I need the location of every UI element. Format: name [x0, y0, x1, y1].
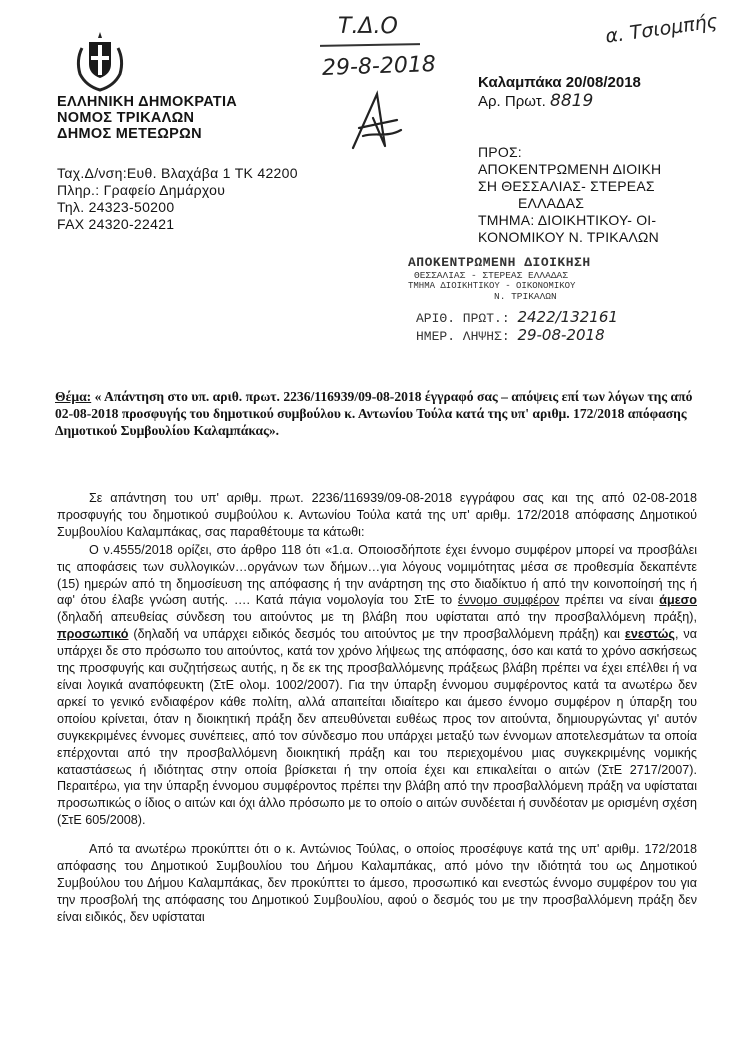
contact-info: Πληρ.: Γραφείο Δημάρχου — [57, 182, 226, 198]
handwritten-date: 29-8-2018 — [321, 52, 437, 81]
contact-details — [57, 165, 298, 233]
body-paragraph-1: Σε απάντηση του υπ' αριθμ. πρωτ. 2236/116939/09-08-2018 εγγράφου σας και της από 02-08-2018 προσφυγής του δημοτικού συμβούλου κ. Αντωνίου Τούλα κατά της υπ' αριθμ. 172/2018 απόφασης Δημοτικού Συμβουλίου Καλαμπάκας, σας παραθέτουμε τα κάτωθι: — [57, 491, 697, 539]
protocol-number: 8819 — [550, 91, 594, 111]
recipient-line: ΚΟΝΟΜΙΚΟΥ Ν. ΤΡΙΚΑΛΩΝ — [478, 229, 659, 245]
underlined-term: άμεσο — [659, 593, 697, 608]
recipient-block — [478, 144, 661, 246]
stamp-line: ΘΕΣΣΑΛΙΑΣ - ΣΤΕΡΕΑΣ ΕΛΛΑΔΑΣ — [414, 270, 568, 281]
org-line-country: ΕΛΛΗΝΙΚΗ ΔΗΜΟΚΡΑΤΙΑ — [57, 94, 238, 110]
issuing-authority — [57, 94, 237, 142]
greek-coat-of-arms-emblem — [72, 30, 128, 92]
subject-line — [55, 388, 705, 439]
body-text: Ο ν.4555/2018 ορίζει, στο άρθρο 118 ότι «1.α. Οποιοσδήποτε έχει έννομο συμφέρον μπορεί να προσβάλει τις αποφάσεις των συλλογικών…οργάνων των δήμων…για λόγους νομιμότητας μέσα σε προθεσμία δεκαπέντε (15) ημερών από τη δημοσίευση της απόφασης ή την ανάρτηση της στο διαδίκτυο ή από την κοινοποίησή της ή αφ' ότου έλαβε γνώση αυτής. …. Κατά πάγια νομολογία του ΣτΕ το — [57, 542, 697, 608]
subject-label: Θέμα: — [55, 389, 92, 404]
stamp-date-label: ΗΜΕΡ. ΛΗΨΗΣ: — [416, 329, 510, 344]
body-paragraph-3: Από τα ανωτέρω προκύπτει ότι ο κ. Αντώνιος Τούλας, ο οποίος προσέφυγε κατά της υπ' αριθμ. 172/2018 απόφασης του Δημοτικού Συμβουλίου του Δήμου Καλαμπάκας, από μόνο την ιδιότητά του ως Δημοτικού Συμβούλου του Δήμου Καλαμπάκας, δεν προκύπτει το άμεσο, προσωπικό και ενεστώς έννομο συμφέρον του για την προσβολή της απόφασης του Δημοτικού Συμβουλίου, αφού ο δεσμός του με την προσβαλλόμενη πράξη δεν είναι ειδικός, δεν υφίσταται — [57, 842, 697, 924]
recipient-label: ΠΡΟΣ: — [478, 144, 522, 160]
stamp-protocol — [408, 308, 688, 326]
recipient-line: ΕΛΛΑΔΑΣ — [518, 195, 585, 211]
stamp-date — [408, 326, 688, 344]
contact-address: Ταχ.Δ/νση:Ευθ. Βλαχάβα 1 ΤΚ 42200 — [57, 165, 298, 181]
stamp-title: ΑΠΟΚΕΝΤΡΩΜΕΝΗ ΔΙΟΙΚΗΣΗ — [408, 255, 591, 270]
recipient-line: ΤΜΗΜΑ: ΔΙΟΙΚΗΤΙΚΟΥ- ΟΙ- — [478, 212, 657, 228]
protocol-line — [478, 92, 641, 111]
handwritten-underline — [320, 43, 420, 47]
handwritten-note-tdo: Τ.Δ.Ο — [338, 14, 398, 39]
stamp-line: Ν. ΤΡΙΚΑΛΩΝ — [494, 291, 557, 302]
body-text: (δηλαδή να υπάρχει ειδικός δεσμός του αιτούντος με την προσβαλλόμενη πράξη) και — [128, 627, 625, 642]
contact-phone: Τηλ. 24323-50200 — [57, 199, 175, 215]
body-text: (δηλαδή απευθείας σύνδεση του αιτούντος με τη βλάβη που υφίσταται από την προσβαλλόμενη πράξη), — [57, 610, 697, 625]
stamp-protocol-value: 2422/132161 — [517, 308, 618, 326]
recipient-line: ΑΠΟΚΕΝΤΡΩΜΕΝΗ ΔΙΟΙΚΗ — [478, 161, 662, 177]
recipient-line: ΣΗ ΘΕΣΣΑΛΙΑΣ- ΣΤΕΡΕΑΣ — [478, 178, 655, 194]
date-and-protocol — [478, 74, 641, 111]
letter-body — [57, 490, 697, 926]
body-text: πρέπει να είναι — [559, 593, 660, 608]
stamp-protocol-label: ΑΡΙΘ. ΠΡΩΤ.: — [416, 311, 510, 326]
place-date: Καλαμπάκα 20/08/2018 — [478, 74, 641, 91]
subject-text: « Απάντηση στο υπ. αριθ. πρωτ. 2236/116939/09-08-2018 έγγραφό σας – απόψεις επί των λόγων της από 02-08-2018 προσφυγής του δημοτικού συμβούλου κ. Αντωνίου Τούλα κατά της υπ' αριθμ. 172/2018 απόφασης Δημοτικού Συμβουλίου Καλαμπάκας». — [55, 389, 693, 438]
underlined-term: έννομο συμφέρον — [457, 593, 560, 608]
body-paragraph-2 — [57, 542, 697, 829]
handwritten-recipient-note: α. Τσιομπής — [604, 10, 720, 48]
stamp-line: ΤΜΗΜΑ ΔΙΟΙΚΗΤΙΚΟΥ - ΟΙΚΟΝΟΜΙΚΟΥ — [408, 281, 576, 291]
contact-fax: FAX 24320-22421 — [57, 216, 175, 232]
protocol-label: Αρ. Πρωτ. — [478, 93, 546, 110]
org-line-municipality: ΔΗΜΟΣ ΜΕΤΕΩΡΩΝ — [57, 126, 202, 142]
underlined-term: ενεστώς — [624, 627, 675, 642]
signature — [345, 88, 415, 154]
org-line-prefecture: ΝΟΜΟΣ ΤΡΙΚΑΛΩΝ — [57, 110, 195, 126]
received-stamp — [408, 255, 688, 360]
stamp-date-value: 29-08-2018 — [517, 326, 605, 344]
underlined-term: προσωπικό — [57, 627, 129, 642]
body-text: , να υπάρχει δε στο πρόσωπο του αιτούντος, κατά τον χρόνο λήψεως της απόφασης, όσο και κατά το χρόνο ασκήσεως της προσφυγής και συζητήσεως αυτής, η δε εκ της προσβαλλόμενης πράξεως βλάβη πρέπει να έχει επέλθει ή να είναι λογικά αναπόφευκτη (ΣτΕ ολομ. 1002/2007). Για την ύπαρξη έννομου συμφέροντος κατά τα ανωτέρω δεν αρκεί το γενικό ενδιαφέρον κάθε πολίτη, αλλά απαιτείται ιδιαίτερο και άμεσο έννομο συμφέρον η ύπαρξη του οποίου κρίνεται, όταν η διοικητική πράξη δεν απευθύνεται ευθέως προς τον αιτούντα, δημιουργώντας γι' αυτόν συγκεκριμένες έννομες συνέπειες, από τον σύνδεσμο που υπάρχει μεταξύ των έννομων αποτελεσμάτων τα οποία επέρχονται από την προσβαλλόμενη διοικητική πράξη και του περιεχομένου μιας συγκεκριμένης νομικής καταστάσεως ή ιδιότητας στην οποία βρίσκεται ή την οποία έχει και επικαλείται ο αιτών (ΣτΕ 2717/2007). Περαιτέρω, για την ύπαρξη έννομου συμφέροντος πρέπει την βλάβη από την προσβαλλόμενη πράξη να υφίσταται προσωπικώς ο ίδιος ο αιτών και όχι άλλο πρόσωπο με το οποίο ο αιτών συνδέεται ή συνδέοταν με ορισμένη σχέση (ΣτΕ 605/2008). — [57, 627, 697, 828]
